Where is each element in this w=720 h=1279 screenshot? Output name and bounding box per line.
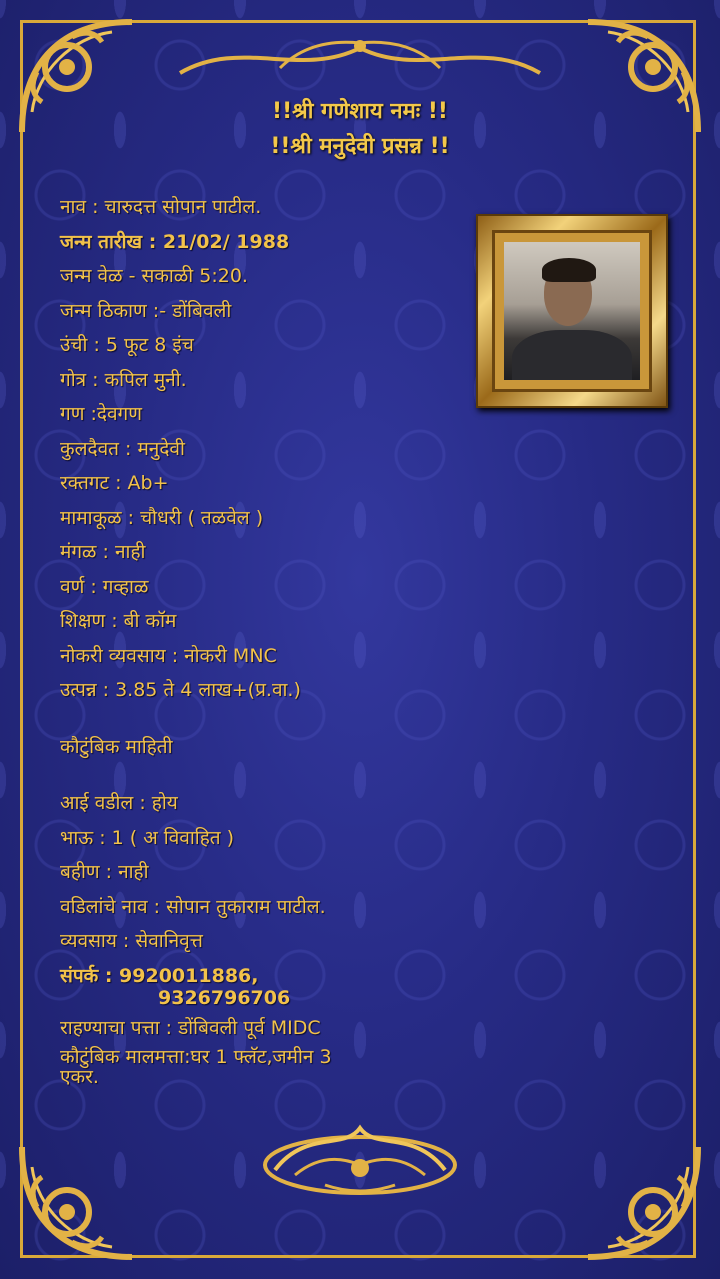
gotra-row: गोत्र : कपिल मुनी. bbox=[60, 368, 187, 391]
property-row-2: एकर. bbox=[60, 1065, 99, 1088]
occupation-row: नोकरी व्यवसाय : नोकरी MNC bbox=[60, 644, 277, 667]
parents-row: आई वडील : होय bbox=[60, 792, 178, 814]
corner-ornament-icon bbox=[12, 1137, 142, 1267]
height-row: उंची : 5 फूट 8 इंच bbox=[60, 334, 194, 356]
bottom-ornament-icon bbox=[255, 1120, 465, 1200]
mangal-row: मंगळ : नाही bbox=[60, 541, 146, 563]
invocation-line-1: !!श्री गणेशाय नमः !! bbox=[272, 99, 448, 124]
address-row: राहण्याचा पत्ता : डोंबिवली पूर्व MIDC bbox=[60, 1017, 321, 1039]
sister-row: बहीण : नाही bbox=[60, 861, 149, 883]
invocation-line-2: !!श्री मनुदेवी प्रसन्न !! bbox=[270, 134, 450, 159]
property-row: कौटुंबिक मालमत्ता:घर 1 फ्लॅट,जमीन 3 bbox=[60, 1045, 332, 1068]
birth-place-row: जन्म ठिकाण :- डोंबिवली bbox=[60, 299, 232, 322]
complexion-row: वर्ण : गव्हाळ bbox=[60, 575, 149, 598]
top-scroll-ornament-icon bbox=[160, 28, 560, 88]
education-row: शिक्षण : बी कॉम bbox=[60, 610, 177, 632]
contact-row-2: 9326796706 bbox=[158, 987, 291, 1009]
father-name-row: वडिलांचे नाव : सोपान तुकाराम पाटील. bbox=[60, 895, 326, 918]
kuldaivat-row: कुलदैवत : मनुदेवी bbox=[60, 437, 185, 460]
name-row: नाव : चारुदत्त सोपान पाटील. bbox=[60, 196, 262, 218]
family-info-heading: कौटुंबिक माहिती bbox=[60, 735, 173, 758]
blood-group-row: रक्तगट : Ab+ bbox=[60, 472, 169, 494]
mamakul-row: मामाकूळ : चौधरी ( तळवेल ) bbox=[60, 506, 264, 529]
biodata-details bbox=[60, 190, 660, 1100]
income-row: उत्पन्न : 3.85 ते 4 लाख+(प्र.वा.) bbox=[60, 679, 301, 701]
dob-row: जन्म तारीख : 21/02/ 1988 bbox=[60, 230, 290, 253]
gan-row: गण :देवगण bbox=[60, 403, 142, 425]
father-occupation-row: व्यवसाय : सेवानिवृत्त bbox=[60, 930, 203, 952]
corner-ornament-icon bbox=[578, 1137, 708, 1267]
birth-time-row: जन्म वेळ - सकाळी 5:20. bbox=[60, 265, 248, 287]
brother-row: भाऊ : 1 ( अ विवाहित ) bbox=[60, 826, 235, 849]
contact-row: संपर्क : 9920011886, bbox=[60, 964, 259, 987]
